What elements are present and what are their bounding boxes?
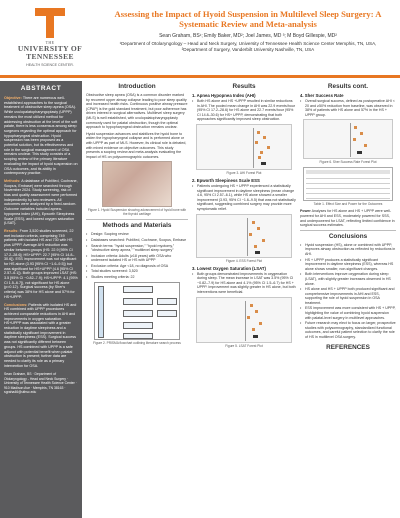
column-results-conclusions [300,81,396,518]
figure-1-anatomy-image [102,161,172,207]
power-paragraph [300,209,396,227]
methods-item: • Total studies screened: 3,520 [86,269,188,274]
results-ess-item: • Patients undergoing HS + UPPP experienced a statistically significant improvement in daytime sleepiness (mean change 4.6, 95% CI 2.57–6.1), while HS alone showed a smaller improvement (3.93, 95% CI −1.6–9.5) that was not statistically significant, suggesting combined surgery may provide more symptomatic relief. [192,184,296,212]
results-sher-heading: 4. Sher Success Rate [300,93,344,98]
conclusions-heading: Conclusions [328,232,368,240]
figure-3-ahi-forest-plot [196,124,292,170]
abstract-methods [4,179,78,226]
university-logo [6,8,94,72]
table-1-effect-size [303,167,393,201]
methods-item: • Studies meeting criteria: 22 [86,275,188,280]
results-ahi-list [192,99,296,122]
divider [86,219,188,220]
logo-subtitle: HEALTH SCIENCE CENTER. [26,63,74,67]
poster-authors: Sean Graham, BS¹; Emily Baker, MD²; Joel James, MD ³; M Boyd Gillespie, MD² [159,33,337,39]
logo-the: THE [45,40,55,45]
conclusion-item: • Hyoid suspension (HS), alone or combined with UPPP, improves airway obstruction as reflected by reductions in AHI. [300,243,396,257]
poster-title: Assessing the Impact of Hyoid Suspension in Multilevel Sleep Surgery: A Systematic Review and Meta-analysis [114,9,382,29]
poster-header [0,0,400,78]
results-ess-heading: 2. Epworth Sleepiness Scale ESS [192,177,260,183]
abstract-panel [0,81,82,518]
abstract-title: ABSTRACT [20,85,62,92]
abstract-methods-text: A database of PubMed, Cochrane, Scopus, Embase) were searched through November 2024. Study screening, risk of bias and quality assessment were performed independently by two reviewers. All outcomes were analyzed by a fixed-random. Outcome variables included apnea-hypopnea index (AHI), Epworth Sleepiness Scale (ESS), and lowest oxygen saturation (LSAT). [4,178,78,226]
figure-2-prisma-flowchart [94,282,180,340]
power-t-icon [35,8,65,38]
logo-name-line2: TENNESSEE [26,52,74,61]
power-heading: Power [300,209,311,214]
conclusion-item: • ESS improvement was more consistent with HS + UPPP, highlighting the value of combining hyoid suspension with palatal-level surgery in multilevel approaches. [300,306,396,320]
column-introduction-methods [86,81,188,518]
introduction-heading: Introduction [118,83,156,90]
abstract-objective-heading: Objective: [4,96,22,100]
power-text: Analyses for HS alone and HS + UPPP were well-powered for AHI and ESS, moderately powered for SSS, and underpowered for LSAT, reflecting limited confidence in surgical success estimates. [300,209,395,228]
methods-heading: Methods and Materials [102,222,172,230]
logo-name-line1: UNIVERSITY OF [17,44,83,53]
abstract-results [4,229,78,300]
results-cont-heading: Results cont. [327,83,369,90]
figure-2-caption: Figure 2. PRISMA flowchart outlining literature search process [93,340,181,345]
results-lsat-heading: 3. Lowest Oxygen Saturation (LSAT) [192,265,266,271]
methods-list [86,232,188,279]
abstract-results-heading: Results: [4,228,19,233]
column-results [192,81,296,518]
conclusion-item: • Future research may elect to focus on larger, prospective studies with polysomnography, standardized functional outcomes, and careful patient selection to clarify the role of HS in multilevel OSA surgery. [300,321,396,339]
methods-item: • Search terms: "hyoid suspension," "hyoid myotomy," "obstructive sleep apnea," "multilevel sleep surgery" [86,244,188,253]
affiliation-1: ¹Department of Otolaryngology – Head and Neck Surgery, University of Tennessee Health Science Center Memphis, TN, USA, [119,41,377,46]
table-1-caption: Table 1. Effect Size and Power for the Outcomes [313,202,383,207]
introduction-paragraph-1: Obstructive sleep apnea (OSA) is a common disorder marked by recurrent upper airway collapse leading to poor sleep quality and increased health risks. Continuous positive airway pressure (CPAP) is the gold standard treatment, but poor adherence has driven interest in surgical alternatives. Multilevel sleep surgery (MLS) is well established, with uvulopalatopharyngoplasty commonly used for palatal obstruction, though the optimal approach to hypopharyngeal obstruction remains unclear. [86,93,188,130]
abstract-objective-text: There are numerous well-established approaches to the surgical treatment of obstructive sleep apnea (OSA). While uvulopalatopharyngoplasty (UPPP) remains the most utilized method for addressing obstruction at the level of the soft palate, there is less consensus among sleep surgeons regarding the optimal approach for hypopharyngeal obstruction. Hyoid suspension has been proposed as a potential solution, but its effectiveness and role in the surgical management of OSA remains unclear. This study consists of a scoping review of the primary literature evaluating the impact of hyoid suspension on OSA outcomes, and its ability in contemporary practice. [4,96,78,176]
conclusion-item: • Both interventions improve oxygenation during sleep (LSAT), with slightly greater increases observed in HS alone. [300,272,396,286]
introduction-paragraph-2: Hyoid suspension advances and stabilizes the hyoid bone to widen the hypopharyngeal collapse and is performed alone or with UPPP as part of MLS. However, its clinical role is debated, with mixed evidence on objective outcomes. This study presents a scoping review and meta-analysis evaluating the impact of HS on polysomnographic outcomes. [86,131,187,159]
abstract-contact: Sean Graham, BS · Department of Otolaryngology - Head and Neck Surgery · University of Tennessee Health Science Center · 910 Madison Ave · Memphis, TN 38163 · sgraha46@uthsc.edu [4,372,77,394]
figure-5-caption: Figure 5. LSAT Forest Plot [225,343,263,348]
figure-4-caption: Figure 4. ESS Forest Plot [225,258,263,263]
results-ess-list [192,184,296,212]
abstract-objective [4,96,78,176]
figure-4-ess-forest-plot [196,214,292,258]
figure-6-sher-forest-plot [303,119,393,159]
abstract-conclusion-text: Patients with isolated HS and HS combined with UPPP procedures achieved comparable reductions in AHI and improvements in oxygen saturation. HS+UPPP was associated with a greater reduction in daytime sleepiness and a statistically significant improvement in daytime sleepiness (ESS). Surgical success was not significantly different between groups. HS combined with UPPP is a safe adjunct with potential benefit when palatal obstruction is present; further data are needed to clarify its role as a primary intervention for OSA. [4,302,77,368]
methods-item: • Databases searched: PubMed, Cochrane, Scopus, Embase [86,238,188,243]
methods-item: • Design: Scoping review [86,232,188,237]
figure-3-caption: Figure 3. AHI Forest Plot [226,170,262,175]
figure-6-caption: Figure 6. Sher Success Rate Forest Plot [319,160,377,165]
results-sher-item: • Overall surgical success, defined as postoperative AHI < 20 and ≥50% reduction from baseline, was observed in 38% of patients with HS alone and 57% in the HS + UPPP group. [300,99,396,117]
conclusion-item: • HS alone and HS + UPPP both produced significant and comprehensive improvements in AHI and ESS, supporting the role of hyoid suspension in OSA treatment. [300,287,396,305]
figure-1-caption: Figure 1. Hyoid Suspension showing advancement of hyoid bone with the thyroid cartilage [87,208,187,217]
results-ahi-heading: 1. Apnea Hypopnea Index (AHI) [192,93,256,98]
references-heading: REFERENCES [326,343,370,351]
results-lsat-list [192,272,296,295]
methods-item: • Inclusion criteria: Adults (≥18 years) with OSA who underwent isolated HS or HS with UPPP [86,254,188,263]
poster-affiliations [100,41,396,53]
abstract-results-text: From 3,520 studies screened, 22 met inclusion criteria, comprising 749 patients with isolated HS and 730 with HS plus UPPP. Average AHI reduction was similar between groups (HS: 22.9 [95% CI 17.2–28.6]; HS+UPPP: 22.7 [95% CI 14.8–30.6]). ESS improvement was not significant for HS alone (3.93 [95% CI −1.6–9.5]) but was significant for HS+UPPP (4.6 [95% CI 2.57–6.1]). Both groups improved LSAT (HS: 3.5 [95% CI −0.82–7.9]; HS+UPPP: 4.1 [95% CI 1.5–6.7]), not significant for HS alone (p=0.12). Surgical success (by Sher's criteria) was 38% for HS alone and 57% for HS+UPPP. [4,228,78,299]
abstract-methods-heading: Methods: [4,178,21,183]
results-lsat-item: • Both groups demonstrated improvements in oxygenation during sleep. The mean increase in LSAT was 3.5% (95% CI −0.82–7.9) for HS alone and 4.1% (95% CI 1.5–6.7) for HS + UPPP. Improvement was slightly greater in HS alone, but both interventions were beneficial. [192,272,296,295]
affiliation-2: ²Department of Surgery, Vanderbilt University Nashville, TN, USA [181,47,315,52]
results-sher-list [300,99,396,117]
figure-5-lsat-forest-plot [196,297,292,343]
abstract-conclusion-heading: Conclusions: [4,302,28,307]
results-ahi-item: • Both HS alone and HS +UPPP resulted in similar reductions in AHI. The pooled mean change in AHI was 22.9 events/hour (95% CI 17.2–28.6) for HS alone and 22.7 events/hour (95% CI 14.8–30.6) for HS+ UPPP, demonstrating that both approaches significantly improved sleep obstruction. [192,99,296,122]
conclusion-item: • HS + UPPP produces a statistically significant improvement in daytime sleepiness (ESS), whereas HS alone shows smaller, non-significant changes. [300,258,396,272]
conclusions-list [300,243,396,340]
divider [300,230,396,231]
methods-item: • Exclusion criteria: Age <18, no diagnosis of OSA [86,264,188,269]
abstract-conclusion [4,303,78,369]
results-heading: Results [232,83,256,90]
